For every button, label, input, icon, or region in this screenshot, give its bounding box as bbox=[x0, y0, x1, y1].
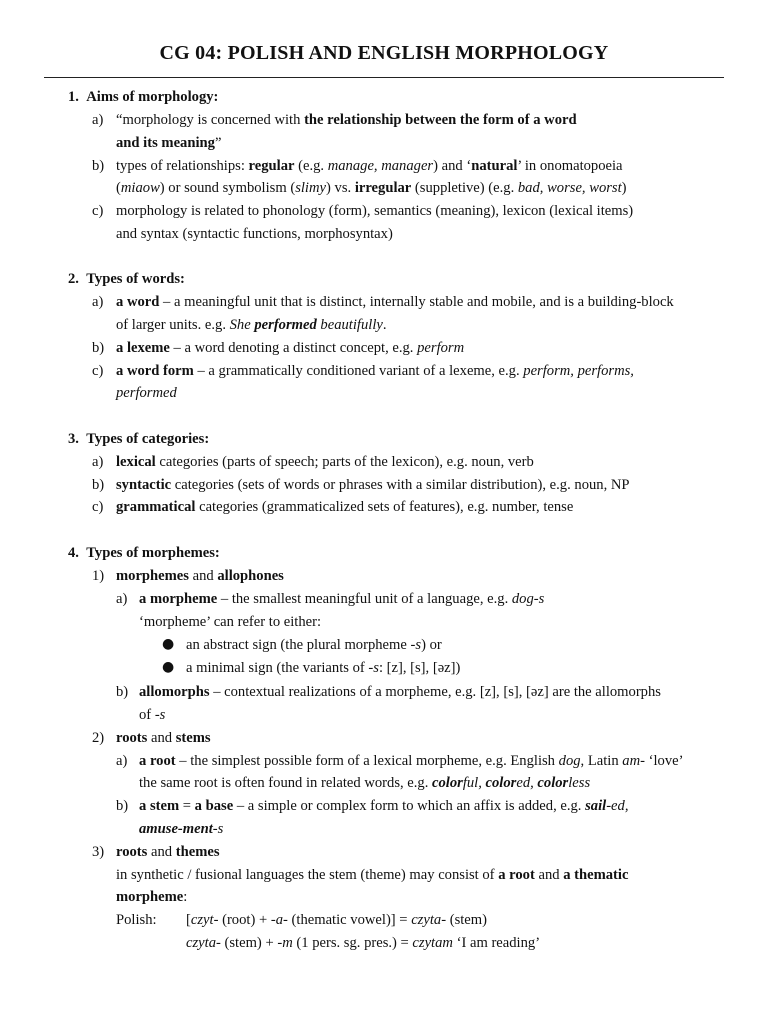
list-marker: a) bbox=[92, 294, 104, 310]
section-title: Types of morphemes: bbox=[86, 545, 220, 561]
title-rule bbox=[44, 77, 724, 78]
section-number: 2. bbox=[68, 271, 79, 287]
section-title: Types of words: bbox=[86, 271, 185, 287]
subsection-4-3-heading: roots and themes bbox=[116, 844, 220, 860]
list-marker: b) bbox=[116, 798, 129, 814]
section-3-heading bbox=[68, 430, 209, 448]
list-item-1c-line1: morphology is related to phonology (form), semantics (meaning), lexicon (lexical items) bbox=[116, 203, 634, 219]
list-item-4-1b-line1: allomorphs – contextual realizations of a morpheme, e.g. [z], [s], [əz] are the allomorphs bbox=[139, 684, 661, 700]
subsection-4-2-heading: roots and stems bbox=[116, 730, 211, 746]
example-line-2: czyta- (stem) + -m (1 pers. sg. pres.) = czytam ‘I am reading’ bbox=[186, 935, 541, 951]
example-language-label: Polish: bbox=[116, 912, 157, 928]
bullet-item-2: a minimal sign (the variants of -s: [z], [s], [əz]) bbox=[186, 660, 461, 676]
list-item-4-2b-line1: a stem = a base – a simple or complex form to which an affix is added, e.g. sail-ed, bbox=[139, 798, 629, 814]
list-item-2c-line1: a word form – a grammatically conditioned variant of a lexeme, e.g. perform, performs, bbox=[116, 363, 634, 379]
list-marker: b) bbox=[92, 158, 105, 174]
bullet-item-1: an abstract sign (the plural morpheme -s) or bbox=[186, 637, 442, 653]
section-title: Types of categories: bbox=[86, 431, 210, 447]
list-marker: c) bbox=[92, 363, 104, 379]
list-item-3a: lexical categories (parts of speech; parts of the lexicon), e.g. noun, verb bbox=[116, 454, 534, 470]
list-marker: 1) bbox=[92, 568, 105, 584]
section-title: Aims of morphology: bbox=[86, 89, 219, 105]
list-marker: b) bbox=[92, 340, 105, 356]
example-line-1: [czyt- (root) + -a- (thematic vowel)] = czyta- (stem) bbox=[186, 912, 487, 928]
list-marker: a) bbox=[116, 591, 128, 607]
list-item-2c-line2: performed bbox=[116, 385, 177, 401]
subsection-4-1-heading: morphemes and allophones bbox=[116, 568, 284, 584]
list-item-2a-line1: a word – a meaningful unit that is distinct, internally stable and mobile, and is a building-block bbox=[116, 294, 674, 310]
list-marker: a) bbox=[116, 753, 128, 769]
list-marker: b) bbox=[116, 684, 129, 700]
list-item-2a-line2: of larger units. e.g. She performed beautifully. bbox=[116, 317, 387, 333]
paragraph-4-3-line1: in synthetic / fusional languages the stem (theme) may consist of a root and a thematic bbox=[116, 867, 629, 883]
list-item-4-2a-line1: a root – the simplest possible form of a lexical morpheme, e.g. English dog, Latin am- ‘love’ bbox=[139, 753, 684, 769]
list-marker: c) bbox=[92, 203, 104, 219]
section-2-heading bbox=[68, 270, 185, 288]
list-item-3c: grammatical categories (grammaticalized sets of features), e.g. number, tense bbox=[116, 499, 574, 515]
list-item-4-1a-line2: ‘morpheme’ can refer to either: bbox=[139, 614, 322, 630]
paragraph-4-3-line2: morpheme: bbox=[116, 889, 188, 905]
list-item-4-2a-line2: the same root is often found in related words, e.g. colorful, colored, colorless bbox=[139, 775, 591, 791]
bullet-icon: ● bbox=[162, 659, 175, 675]
list-marker: 3) bbox=[92, 844, 105, 860]
list-item-1b-line1: types of relationships: regular (e.g. manage, manager) and ‘natural’ in onomatopoeia bbox=[116, 158, 623, 174]
section-number: 4. bbox=[68, 545, 79, 561]
list-item-1a-line1: “morphology is concerned with the relationship between the form of a word bbox=[116, 112, 577, 128]
bullet-icon: ● bbox=[162, 636, 175, 652]
list-marker: a) bbox=[92, 112, 104, 128]
list-marker: b) bbox=[92, 477, 105, 493]
list-item-2b: a lexeme – a word denoting a distinct concept, e.g. perform bbox=[116, 340, 465, 356]
section-number: 1. bbox=[68, 89, 79, 105]
list-marker: c) bbox=[92, 499, 104, 515]
list-marker: a) bbox=[92, 454, 104, 470]
section-1-heading bbox=[68, 88, 218, 106]
list-item-3b: syntactic categories (sets of words or phrases with a similar distribution), e.g. noun, NP bbox=[116, 477, 630, 493]
section-4-heading bbox=[68, 544, 220, 562]
list-item-4-1b-line2: of -s bbox=[139, 707, 166, 723]
list-marker: 2) bbox=[92, 730, 105, 746]
page-title: CG 04: POLISH AND ENGLISH MORPHOLOGY bbox=[159, 42, 609, 64]
list-item-4-1a-line1: a morpheme – the smallest meaningful unit of a language, e.g. dog-s bbox=[139, 591, 545, 607]
list-item-1a-line2: and its meaning” bbox=[116, 135, 222, 151]
list-item-1c-line2: and syntax (syntactic functions, morphosyntax) bbox=[116, 226, 393, 242]
section-number: 3. bbox=[68, 431, 79, 447]
list-item-1b-line2: (miaow) or sound symbolism (slimy) vs. irregular (suppletive) (e.g. bad, worse, worst) bbox=[116, 180, 627, 196]
list-item-4-2b-line2: amuse-ment-s bbox=[139, 821, 224, 837]
